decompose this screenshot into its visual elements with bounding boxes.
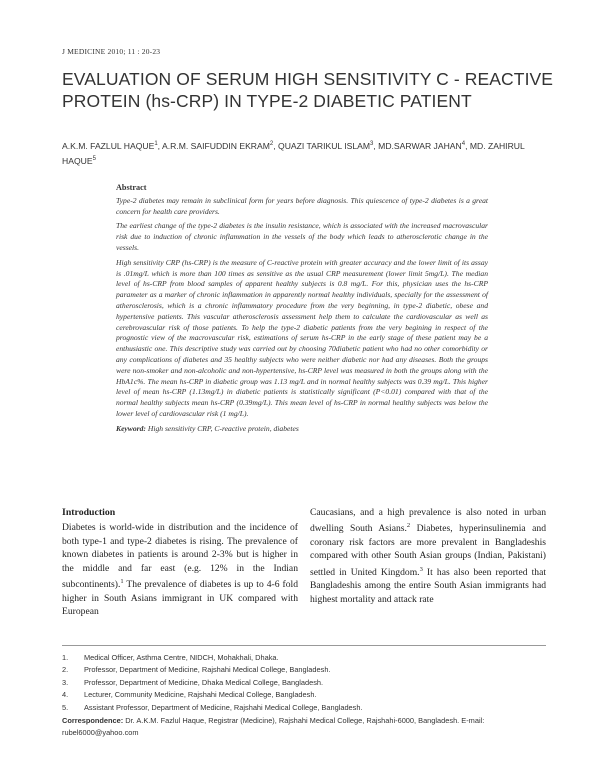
correspondence-text: Dr. A.K.M. Fazlul Haque, Registrar (Medicine), Rajshahi Medical College, Rajshahi-6000, Bangladesh. E-mail: rubel6000@yahoo.com — [62, 716, 485, 738]
author-affiliation-ref: 4 — [461, 141, 466, 147]
citation-ref: 3 — [419, 565, 423, 573]
correspondence — [62, 715, 546, 740]
footnote-number: 4. — [62, 690, 69, 700]
footnote — [62, 677, 546, 689]
abstract-paragraph: High sensitivity CRP (hs-CRP) is the measure of C-reactive protein with greater accuracy and the lower limit of its assay is .01mg/L which is more than 100 times as sensitive as the usual CRP measurement (lower limit 5mg/L). The median level of hs-CRP from blood samples of apparent healthy subjects is 0.8 mg/L. For this, physician uses the hs-CRP parameter as a marker of chronic inflammation in apparently normal healthy individuals, specially for the assessment of atherosclerosis, which is a chronic inflammatory procedure from the very beginning, in type-2 diabetic, obese and hypertensive patients. This vascular atherosclerosis assessment help them to calculate the cardiovascular as well as cerebrovascular risk of those patients. To help the type-2 diabetic patients from the very begining in respect of the prognostic view of the macrovascular risk, estimations of serum hs-CRP in the early stage of these patient may be a enthusiastic one. This descriptive study was carried out by choosing 70diabetic patient who had no other comorbidity or any complications of diabetes and 35 healthy subjects who were neither diabetic nor had any diseases. Both the groups were non-smoker and non-alcoholic and non-hypertensive, hs-CRP level was measured in both the groups along with the HbA1c%. The mean hs-CRP in diabetic group was 1.13 mg/L and in normal healthy subjects was 0.39 mg/L. This higher level of mean hs-CRP (1.13mg/L) in diabetic patients is statistically significant (P<0.01) compared with that of the normal healthy subjects mean hs-CRP (0.39mg/L). This mean level of hs-CRP in normal healthy subjects was below the lower level of cardiovascular risk (1 mg/L). — [116, 257, 488, 418]
abstract-heading: Abstract — [116, 183, 147, 192]
author-name: QUAZI TARIKUL ISLAM — [278, 140, 371, 151]
author-name: A.R.M. SAIFUDDIN EKRAM — [161, 140, 270, 151]
intro-text: Diabetes is world-wide in distribution and the incidence of both type-1 and type-2 diabetes is rising. The prevalence of known diabetes in patients is around 2-3% but is higher in the middle and far east (e.g. 12% in the Indian subcontinents). — [62, 522, 298, 591]
introduction-paragraph-continued — [310, 506, 546, 606]
author-separator: , — [465, 140, 470, 151]
footnote — [62, 689, 546, 701]
intro-text: It has also been reported that Bangladeshis among the entire South Asian immigrants had highest mortality and attack rate — [310, 567, 546, 605]
author-list — [62, 138, 542, 168]
keywords-line — [116, 424, 488, 435]
abstract-paragraph: Type-2 diabetes may remain in subclinical form for years before diagnosis. This quiescence of type-2 diabetes is a great concern for health care providers. — [116, 195, 488, 216]
footnote-text: Professor, Department of Medicine, Rajshahi Medical College, Bangladesh. — [84, 665, 331, 675]
footnote-number: 2. — [62, 665, 69, 675]
introduction-paragraph — [62, 521, 298, 618]
footnote-text: Lecturer, Community Medicine, Rajshahi Medical College, Bangladesh. — [84, 690, 317, 700]
author-separator: , — [157, 140, 162, 151]
footnote-text: Assistant Professor, Department of Medicine, Rajshahi Medical College, Bangladesh. — [84, 702, 363, 712]
body-column-right — [310, 506, 546, 606]
body-column-left — [62, 506, 298, 618]
author-name: MD. ZAHIRUL HAQUE — [62, 140, 525, 166]
intro-text: Diabetes, hyperinsulinemia and coronary risk factors are more prevalent in Bangladeshis compared with other South Asian groups (Indian, Pakistani) settled in United Kingdom. — [310, 523, 546, 578]
citation-ref: 1 — [120, 578, 124, 586]
introduction-heading: Introduction — [62, 507, 116, 518]
author-name: A.K.M. FAZLUL HAQUE — [62, 140, 155, 151]
paper-title: EVALUATION OF SERUM HIGH SENSITIVITY C - REACTIVE PROTEIN (hs-CRP) IN TYPE-2 DIABETIC PATIENT — [62, 69, 554, 111]
footnote-text: Professor, Department of Medicine, Dhaka Medical College, Bangladesh. — [84, 677, 324, 687]
footnote-text: Medical Officer, Asthma Centre, NIDCH, Mohakhali, Dhaka. — [84, 653, 279, 662]
footnote-rule — [62, 645, 546, 646]
author-separator: , — [273, 140, 279, 151]
footnote — [62, 652, 546, 664]
keyword-label: Keyword: — [116, 423, 146, 433]
footnote-number: 1. — [62, 653, 69, 662]
intro-text: Caucasians, and a high prevalence is also noted in urban dwelling South Asians. — [310, 507, 546, 535]
footnotes — [62, 652, 546, 740]
correspondence-label: Correspondence: — [62, 716, 124, 726]
footnote — [62, 664, 546, 676]
keyword-list: High sensitivity CRP, C-reactive protein, diabetes — [147, 423, 299, 433]
intro-text: The prevalence of diabetes is up to 4-6 fold higher in South Asians immigrant in UK compared with European — [62, 579, 298, 618]
journal-reference: J MEDICINE 2010; 11 : 20-23 — [62, 47, 161, 56]
abstract-section — [116, 183, 488, 435]
author-affiliation-ref: 5 — [92, 155, 96, 162]
footnote-number: 3. — [62, 677, 69, 687]
author-name: MD.SARWAR JAHAN — [378, 140, 462, 151]
footnote-number: 5. — [62, 702, 69, 712]
footnote — [62, 702, 546, 714]
abstract-paragraph: The earliest change of the type-2 diabetes is the insulin resistance, which is associated with the increased macrovascular risk due to induction of chronic inflammation in the vessels of the body which leads to atherosclerotic change in the vessels. — [116, 221, 488, 252]
author-separator: , — [373, 140, 379, 151]
citation-ref: 2 — [406, 522, 411, 530]
author-affiliation-ref: 2 — [269, 141, 274, 147]
author-affiliation-ref: 3 — [370, 141, 374, 147]
author-affiliation-ref: 1 — [154, 141, 158, 147]
